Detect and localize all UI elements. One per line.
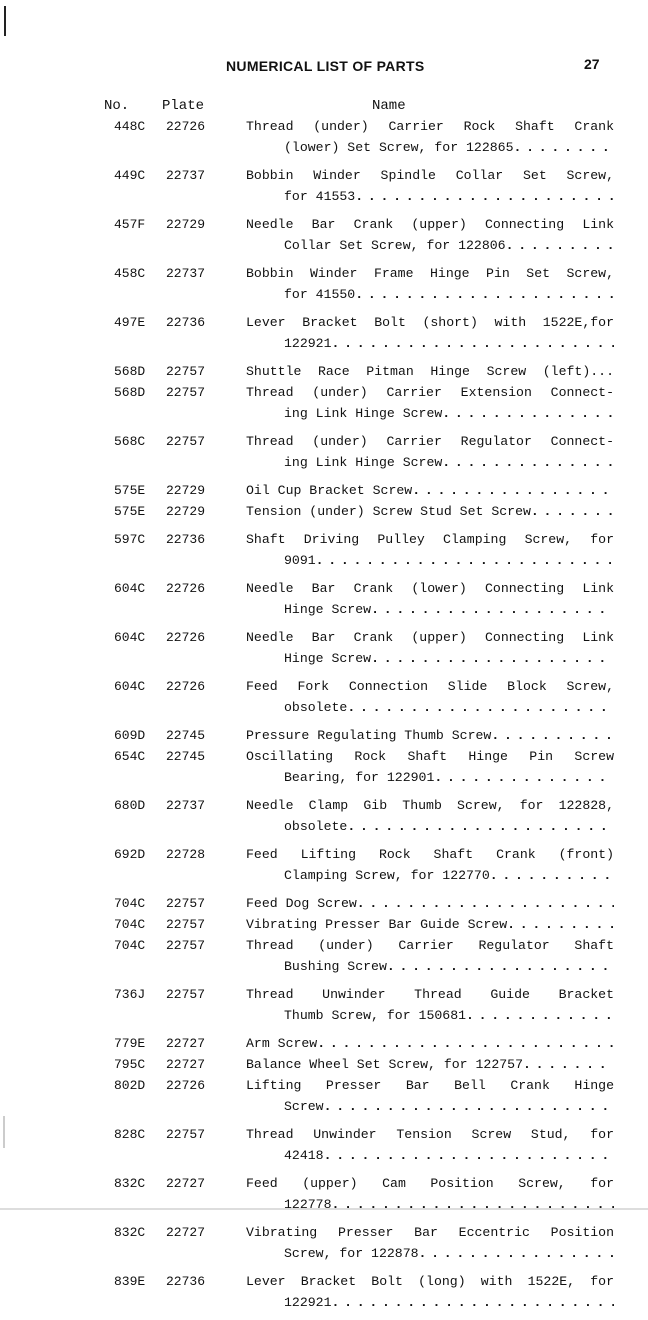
dot-leader: [466, 1005, 614, 1026]
part-name-line: Hinge Screw . . .: [246, 599, 614, 620]
plate-number: 22729: [166, 217, 206, 232]
plate-number: 22726: [166, 119, 206, 134]
plate-number: 22757: [166, 987, 206, 1002]
part-name-line: ing Link Hinge Screw . . .: [246, 452, 614, 473]
dot-leader: [331, 1292, 614, 1313]
dot-leader: [419, 1243, 614, 1264]
part-name-line: 122921 . . .: [246, 333, 614, 354]
part-name-line: Pressure Regulating Thumb Screw . . .: [246, 725, 614, 746]
table-row: [0, 914, 648, 935]
part-name-line: Lifting Presser Bar Bell Crank Hinge: [246, 1078, 614, 1093]
part-number: 802D: [114, 1078, 146, 1093]
part-name: [246, 578, 614, 620]
table-row: [0, 795, 648, 837]
part-number: 654C: [114, 749, 146, 764]
part-number: 568D: [114, 364, 146, 379]
part-name-line: Vibrating Presser Bar Guide Screw . . .: [246, 914, 614, 935]
part-name-line: Thread (under) Carrier Extension Connect-: [246, 385, 614, 400]
part-number: 604C: [114, 630, 146, 645]
table-row: [0, 746, 648, 788]
table-row: [0, 312, 648, 354]
part-name: [246, 480, 614, 501]
table-row: [0, 165, 648, 207]
dot-leader: [442, 403, 614, 424]
part-name: [246, 1222, 614, 1264]
plate-number: 22727: [166, 1036, 206, 1051]
part-name-line: Lever Bracket Bolt (short) with 1522E,for: [246, 315, 614, 330]
plate-number: 22757: [166, 385, 206, 400]
part-number: 604C: [114, 581, 146, 596]
plate-number: 22757: [166, 1127, 206, 1142]
plate-number: 22757: [166, 364, 206, 379]
part-name-line: Screw, for 122878 . . .: [246, 1243, 614, 1264]
part-name: [246, 382, 614, 424]
part-number: 704C: [114, 896, 146, 911]
part-number: 568C: [114, 434, 146, 449]
table-row: [0, 116, 648, 158]
part-name: [246, 1271, 614, 1313]
table-row: [0, 1054, 648, 1075]
dot-leader: [317, 1033, 614, 1054]
part-number: 575E: [114, 483, 146, 498]
part-number: 692D: [114, 847, 146, 862]
table-row: [0, 263, 648, 305]
part-number: 828C: [114, 1127, 146, 1142]
part-name-line: for 41553 . . .: [246, 186, 614, 207]
part-name-line: Feed (upper) Cam Position Screw, for: [246, 1176, 614, 1191]
table-row: [0, 844, 648, 886]
part-name-line: Feed Fork Connection Slide Block Screw,: [246, 679, 614, 694]
plate-number: 22757: [166, 434, 206, 449]
part-name: [246, 935, 614, 977]
part-name-line: Thread (under) Carrier Rock Shaft Crank: [246, 119, 614, 134]
part-name-line: Bushing Screw . . .: [246, 956, 614, 977]
plate-number: 22737: [166, 266, 206, 281]
dot-leader: [434, 767, 614, 788]
part-name-line: Thread Unwinder Tension Screw Stud, for: [246, 1127, 614, 1142]
part-name-line: 122778 . . .: [246, 1194, 614, 1215]
part-number: 609D: [114, 728, 146, 743]
table-row: [0, 1033, 648, 1054]
part-name-line: Needle Bar Crank (lower) Connecting Link: [246, 581, 614, 596]
part-name-line: Bobbin Winder Spindle Collar Set Screw,: [246, 168, 614, 183]
part-name-line: Vibrating Presser Bar Eccentric Position: [246, 1225, 614, 1240]
page-title: NUMERICAL LIST OF PARTS: [226, 58, 425, 74]
part-name-line: for 41550 . . .: [246, 284, 614, 305]
scan-margin-mark: [4, 6, 6, 36]
table-row: [0, 1173, 648, 1215]
part-number: 736J: [114, 987, 146, 1002]
dot-leader: [324, 1145, 614, 1166]
dot-leader: [507, 914, 614, 935]
plate-number: 22727: [166, 1225, 206, 1240]
dot-leader: [506, 235, 614, 256]
plate-number: 22745: [166, 749, 206, 764]
part-name-line: Hinge Screw . . .: [246, 648, 614, 669]
table-row: [0, 893, 648, 914]
part-name: [246, 214, 614, 256]
dot-leader: [331, 1194, 614, 1215]
plate-number: 22736: [166, 532, 206, 547]
part-name-line: 9091 . . .: [246, 550, 614, 571]
part-name-line: Feed Lifting Rock Shaft Crank (front): [246, 847, 614, 862]
part-number: 704C: [114, 938, 146, 953]
part-name-line: Thread (under) Carrier Regulator Connect-: [246, 434, 614, 449]
plate-number: 22726: [166, 679, 206, 694]
part-name-line: Screw . . .: [246, 1096, 614, 1117]
dot-leader: [371, 648, 614, 669]
part-name: [246, 984, 614, 1026]
column-header-name: Name: [372, 98, 406, 114]
table-row: [0, 725, 648, 746]
part-name: [246, 116, 614, 158]
dot-leader: [347, 697, 614, 718]
dot-leader: [412, 480, 614, 501]
plate-number: 22757: [166, 917, 206, 932]
table-row: [0, 501, 648, 522]
part-name-line: Oscillating Rock Shaft Hinge Pin Screw: [246, 749, 614, 764]
part-name: [246, 1173, 614, 1215]
dot-leader: [490, 865, 614, 886]
plate-number: 22737: [166, 168, 206, 183]
part-name: [246, 501, 614, 522]
part-name: [246, 1075, 614, 1117]
table-row: [0, 578, 648, 620]
part-name: [246, 627, 614, 669]
part-number: 448C: [114, 119, 146, 134]
part-number: 832C: [114, 1225, 146, 1240]
part-name-line: Thread (under) Carrier Regulator Shaft: [246, 938, 614, 953]
part-number: 704C: [114, 917, 146, 932]
part-name-line: Thread Unwinder Thread Guide Bracket: [246, 987, 614, 1002]
part-number: 497E: [114, 315, 146, 330]
part-number: 457F: [114, 217, 146, 232]
dot-leader: [387, 956, 614, 977]
part-name: [246, 1033, 614, 1054]
part-name-line: obsolete . . .: [246, 816, 614, 837]
dot-leader: [531, 501, 614, 522]
part-name-line: Feed Dog Screw . . .: [246, 893, 614, 914]
dot-leader: [324, 1096, 614, 1117]
part-name-line: Needle Clamp Gib Thumb Screw, for 122828,: [246, 798, 614, 813]
part-name: [246, 361, 614, 382]
table-row: [0, 627, 648, 669]
plate-number: 22736: [166, 315, 206, 330]
part-name-line: Shuttle Race Pitman Hinge Screw (left)...: [246, 364, 614, 379]
plate-number: 22728: [166, 847, 206, 862]
table-row: [0, 480, 648, 501]
part-name-line: obsolete . . .: [246, 697, 614, 718]
plate-number: 22726: [166, 581, 206, 596]
dot-leader: [357, 893, 614, 914]
table-row: [0, 382, 648, 424]
table-row: [0, 1124, 648, 1166]
table-row: [0, 984, 648, 1026]
dot-leader: [355, 284, 614, 305]
plate-number: 22729: [166, 483, 206, 498]
plate-number: 22727: [166, 1176, 206, 1191]
dot-leader: [355, 186, 614, 207]
part-name-line: Needle Bar Crank (upper) Connecting Link: [246, 217, 614, 232]
part-name: [246, 844, 614, 886]
part-name: [246, 529, 614, 571]
table-row: [0, 935, 648, 977]
part-name: [246, 914, 614, 935]
dot-leader: [442, 452, 614, 473]
part-name-line: Needle Bar Crank (upper) Connecting Link: [246, 630, 614, 645]
table-row: [0, 1075, 648, 1117]
table-row: [0, 676, 648, 718]
dot-leader: [491, 725, 614, 746]
page-number: 27: [584, 56, 600, 72]
part-name: [246, 165, 614, 207]
part-name: [246, 795, 614, 837]
plate-number: 22757: [166, 896, 206, 911]
part-name-line: Tension (under) Screw Stud Set Screw . . .: [246, 501, 614, 522]
part-name: [246, 1124, 614, 1166]
part-name: [246, 725, 614, 746]
dot-leader: [331, 333, 614, 354]
plate-number: 22729: [166, 504, 206, 519]
dot-leader: [523, 1054, 614, 1075]
table-row: [0, 1271, 648, 1313]
table-row: [0, 361, 648, 382]
part-name-line: 122921 . . .: [246, 1292, 614, 1313]
part-number: 832C: [114, 1176, 146, 1191]
part-number: 839E: [114, 1274, 146, 1289]
part-name: [246, 893, 614, 914]
part-name: [246, 312, 614, 354]
part-name-line: (lower) Set Screw, for 122865 . . .: [246, 137, 614, 158]
part-number: 795C: [114, 1057, 146, 1072]
part-name-line: Bobbin Winder Frame Hinge Pin Set Screw,: [246, 266, 614, 281]
part-number: 680D: [114, 798, 146, 813]
table-row: [0, 214, 648, 256]
plate-number: 22726: [166, 1078, 206, 1093]
dot-leader: [371, 599, 614, 620]
part-name: [246, 746, 614, 788]
column-header-no: No.: [104, 98, 130, 114]
part-number: 575E: [114, 504, 146, 519]
part-name: [246, 1054, 614, 1075]
part-number: 568D: [114, 385, 146, 400]
part-number: 458C: [114, 266, 146, 281]
part-name-line: Clamping Screw, for 122770 . . .: [246, 865, 614, 886]
part-name-line: Balance Wheel Set Screw, for 122757 . . .: [246, 1054, 614, 1075]
plate-number: 22726: [166, 630, 206, 645]
part-name-line: Lever Bracket Bolt (long) with 1522E, for: [246, 1274, 614, 1289]
part-name-line: ing Link Hinge Screw . . .: [246, 403, 614, 424]
part-name-line: 42418 . . .: [246, 1145, 614, 1166]
part-name-line: Thumb Screw, for 150681 . . .: [246, 1005, 614, 1026]
part-name-line: Oil Cup Bracket Screw . . .: [246, 480, 614, 501]
plate-number: 22727: [166, 1057, 206, 1072]
part-name-line: Shaft Driving Pulley Clamping Screw, for: [246, 532, 614, 547]
plate-number: 22757: [166, 938, 206, 953]
table-row: [0, 529, 648, 571]
table-row: [0, 431, 648, 473]
plate-number: 22745: [166, 728, 206, 743]
part-number: 597C: [114, 532, 146, 547]
parts-list: [0, 116, 648, 1320]
dot-leader: [316, 550, 614, 571]
part-name-line: Arm Screw . . .: [246, 1033, 614, 1054]
dot-leader: [514, 137, 615, 158]
part-name: [246, 676, 614, 718]
dot-leader: [347, 816, 614, 837]
part-name-line: Bearing, for 122901 . . .: [246, 767, 614, 788]
part-number: 449C: [114, 168, 146, 183]
table-row: [0, 1222, 648, 1264]
part-name: [246, 431, 614, 473]
part-name: [246, 263, 614, 305]
plate-number: 22736: [166, 1274, 206, 1289]
part-number: 779E: [114, 1036, 146, 1051]
plate-number: 22737: [166, 798, 206, 813]
part-number: 604C: [114, 679, 146, 694]
column-header-plate: Plate: [162, 98, 205, 114]
part-name-line: Collar Set Screw, for 122806 . . .: [246, 235, 614, 256]
